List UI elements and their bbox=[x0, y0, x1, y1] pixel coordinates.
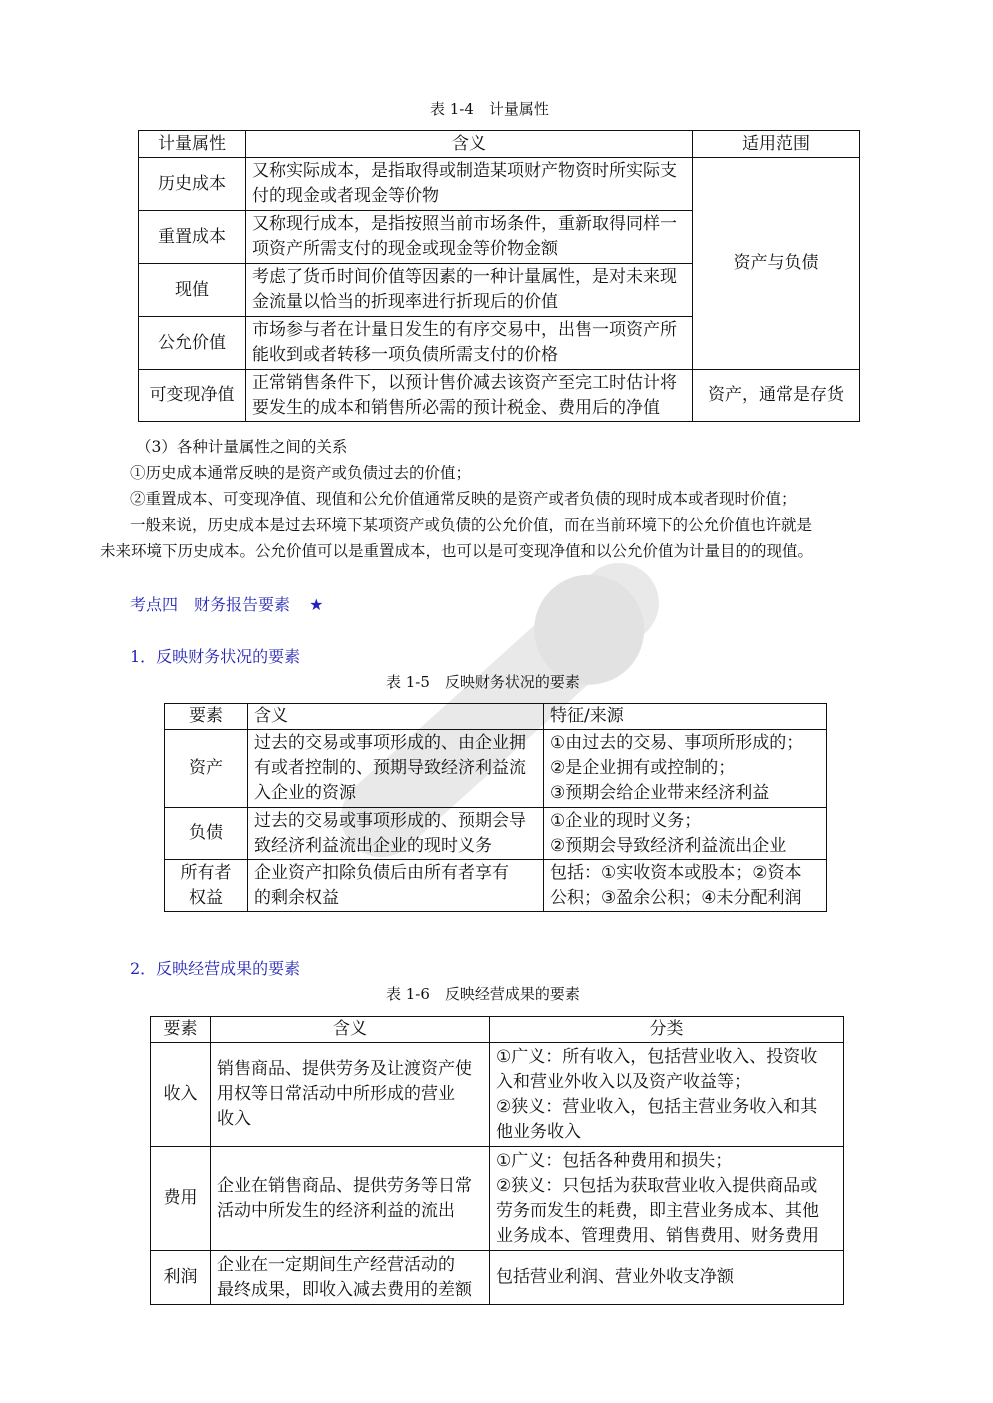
relations-paragraph: ①历史成本通常反映的是资产或负债过去的价值； bbox=[130, 464, 472, 482]
attr-cell: 历史成本 bbox=[139, 158, 246, 211]
attr-cell: 现值 bbox=[139, 264, 246, 317]
scope-cell: 资产，通常是存货 bbox=[693, 370, 860, 422]
meaning-cell: 又称现行成本，是指按照当前市场条件，重新取得同样一 项资产所需支付的现金或现金等价物金额 bbox=[246, 211, 693, 264]
financial-position-table bbox=[164, 703, 827, 912]
relations-paragraph: 未来环境下历史成本。公允价值可以是重置成本，也可以是可变现净值和以公允价值为计量目的的现值。 bbox=[100, 542, 814, 560]
table-row bbox=[151, 1043, 844, 1147]
header-element: 要素 bbox=[165, 704, 248, 730]
category-cell: ①广义：包括各种费用和损失； ②狭义：只包括为获取营业收入提供商品或 劳务而发生的耗费，即主营业务成本、其他 业务成本、管理费用、销售费用、财务费用 bbox=[490, 1147, 844, 1251]
table-row bbox=[165, 808, 827, 860]
meaning-cell: 过去的交易或事项形成的、预期会导 致经济利益流出企业的现时义务 bbox=[248, 808, 544, 860]
table-row bbox=[139, 370, 860, 422]
feature-cell: 包括：①实收资本或股本；②资本 公积；③盈余公积；④未分配利润 bbox=[544, 860, 827, 912]
element-cell: 利润 bbox=[151, 1251, 211, 1305]
meaning-cell: 市场参与者在计量日发生的有序交易中，出售一项资产所 能收到或者转移一项负债所需支付的价格 bbox=[246, 317, 693, 370]
meaning-cell: 正常销售条件下，以预计售价减去该资产至完工时估计将 要发生的成本和销售所必需的预计税金、费用后的净值 bbox=[246, 370, 693, 422]
category-cell: 包括营业利润、营业外收支净额 bbox=[490, 1251, 844, 1305]
category-cell: ①广义：所有收入，包括营业收入、投资收 入和营业外收入以及资产收益等； ②狭义：营业收入，包括主营业务收入和其 他业务收入 bbox=[490, 1043, 844, 1147]
star-icon: ★ bbox=[309, 595, 324, 614]
feature-cell: ①企业的现时义务； ②预期会导致经济利益流出企业 bbox=[544, 808, 827, 860]
section-title bbox=[130, 592, 323, 615]
table-row bbox=[165, 730, 827, 808]
subsection-title: 1．反映财务状况的要素 bbox=[130, 647, 301, 666]
relations-heading: （3）各种计量属性之间的关系 bbox=[136, 438, 348, 456]
element-cell: 负债 bbox=[165, 808, 248, 860]
table-row bbox=[151, 1251, 844, 1305]
meaning-cell: 考虑了货币时间价值等因素的一种计量属性，是对未来现 金流量以恰当的折现率进行折现后的价值 bbox=[246, 264, 693, 317]
table-1-5-caption: 表 1-5 反映财务状况的要素 bbox=[386, 673, 580, 691]
element-cell: 费用 bbox=[151, 1147, 211, 1251]
header-feature: 特征/来源 bbox=[544, 704, 827, 730]
meaning-cell: 销售商品、提供劳务及让渡资产使 用权等日常活动中所形成的营业 收入 bbox=[211, 1043, 490, 1147]
table-row bbox=[151, 1147, 844, 1251]
table-1-4-caption: 表 1-4 计量属性 bbox=[430, 100, 549, 118]
feature-cell: ①由过去的交易、事项所形成的； ②是企业拥有或控制的； ③预期会给企业带来经济利益 bbox=[544, 730, 827, 808]
meaning-cell: 企业在一定期间生产经营活动的 最终成果，即收入减去费用的差额 bbox=[211, 1251, 490, 1305]
section-title-text: 考点四 财务报告要素 bbox=[130, 595, 291, 614]
meaning-cell: 又称实际成本，是指取得或制造某项财产物资时所实际支 付的现金或者现金等价物 bbox=[246, 158, 693, 211]
attr-cell: 重置成本 bbox=[139, 211, 246, 264]
relations-paragraph: 一般来说，历史成本是过去环境下某项资产或负债的公允价值，而在当前环境下的公允价值也许就是 bbox=[130, 516, 813, 534]
attr-cell: 公允价值 bbox=[139, 317, 246, 370]
subsection-title: 2．反映经营成果的要素 bbox=[130, 959, 301, 978]
header-element: 要素 bbox=[151, 1017, 211, 1043]
attr-cell: 可变现净值 bbox=[139, 370, 246, 422]
table-row bbox=[139, 158, 860, 211]
header-meaning: 含义 bbox=[211, 1017, 490, 1043]
meaning-cell: 企业资产扣除负债后由所有者享有 的剩余权益 bbox=[248, 860, 544, 912]
element-cell: 所有者 权益 bbox=[165, 860, 248, 912]
header-meaning: 含义 bbox=[246, 131, 693, 158]
meaning-cell: 企业在销售商品、提供劳务等日常 活动中所发生的经济利益的流出 bbox=[211, 1147, 490, 1251]
operating-results-table bbox=[150, 1016, 844, 1305]
header-scope: 适用范围 bbox=[693, 131, 860, 158]
header-attr: 计量属性 bbox=[139, 131, 246, 158]
header-meaning: 含义 bbox=[248, 704, 544, 730]
header-category: 分类 bbox=[490, 1017, 844, 1043]
scope-cell: 资产与负债 bbox=[693, 158, 860, 370]
meaning-cell: 过去的交易或事项形成的、由企业拥 有或者控制的、预期导致经济利益流 入企业的资源 bbox=[248, 730, 544, 808]
element-cell: 收入 bbox=[151, 1043, 211, 1147]
table-row bbox=[165, 860, 827, 912]
measurement-attributes-table bbox=[138, 130, 860, 422]
element-cell: 资产 bbox=[165, 730, 248, 808]
table-1-6-caption: 表 1-6 反映经营成果的要素 bbox=[386, 985, 580, 1003]
relations-paragraph: ②重置成本、可变现净值、现值和公允价值通常反映的是资产或者负债的现时成本或者现时价值； bbox=[130, 490, 797, 508]
